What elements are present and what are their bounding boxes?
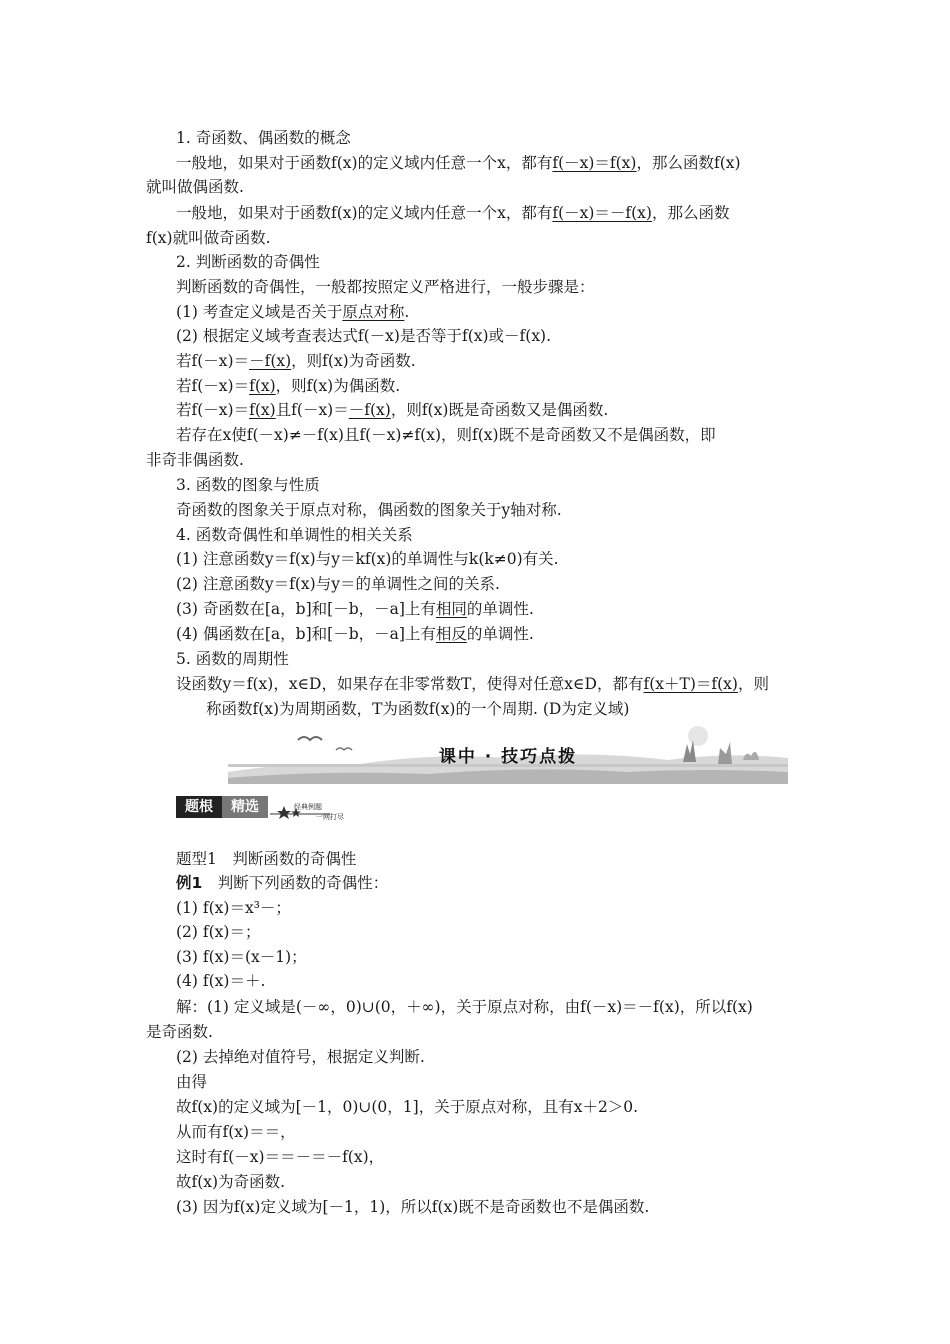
answer-blank: 相反	[435, 625, 467, 643]
text-span: .	[404, 303, 410, 321]
text-line	[176, 674, 769, 694]
text-span: (3) f(x)＝(x－1)；	[176, 948, 307, 966]
text-span: 的单调性.	[466, 625, 534, 643]
answer-blank: f(x＋T)＝f(x)	[643, 675, 738, 693]
text-line	[176, 153, 741, 173]
text-span: ，那么函数f(x)	[636, 154, 741, 172]
tag-caption-bottom: 一网打尽	[316, 813, 344, 821]
text-span: 从而有f(x)＝＝，	[176, 1123, 296, 1141]
text-line	[176, 326, 551, 346]
text-span: 的单调性.	[466, 600, 534, 618]
text-line	[176, 624, 534, 644]
text-span: (1) 注意函数y＝f(x)与y＝kf(x)的单调性与k(k≠0)有关.	[176, 550, 559, 568]
text-line	[176, 971, 265, 991]
tag-caption-top: 经典例题	[294, 803, 322, 811]
text-line	[176, 525, 413, 545]
text-line	[176, 500, 562, 520]
answer-blank: f(－x)＝－f(x)	[552, 204, 652, 222]
text-span: 判断下列函数的奇偶性：	[202, 874, 389, 892]
text-line	[146, 228, 271, 248]
text-line	[176, 425, 716, 445]
text-line	[176, 997, 753, 1017]
text-line	[176, 277, 595, 297]
text-span: f(x)就叫做奇函数.	[146, 229, 271, 247]
text-span: (1) 考查定义域是否关于	[176, 303, 343, 321]
text-line	[176, 574, 500, 594]
text-span: 5. 函数的周期性	[176, 650, 289, 668]
text-line	[176, 549, 559, 569]
text-span: 由得	[176, 1073, 208, 1091]
text-line	[176, 849, 356, 869]
text-span: ，则	[737, 675, 769, 693]
text-span: 1. 奇函数、偶函数的概念	[176, 129, 351, 147]
example-label: 例1	[176, 874, 203, 892]
text-line	[176, 475, 320, 495]
text-line	[176, 898, 291, 918]
text-span: (2) 去掉绝对值符号，根据定义判断.	[176, 1048, 425, 1066]
text-span: 是奇函数.	[146, 1023, 213, 1041]
text-span: 若f(－x)＝	[176, 377, 250, 395]
answer-blank: 相同	[435, 600, 467, 618]
text-line	[176, 649, 289, 669]
text-span: 一般地，如果对于函数f(x)的定义域内任意一个x，都有	[176, 204, 553, 222]
text-span: 称函数f(x)为周期函数，T为函数f(x)的一个周期. (D为定义域)	[206, 700, 630, 718]
text-span: (3) 奇函数在[a，b]和[－b，－a]上有	[176, 600, 436, 618]
text-line	[176, 128, 351, 148]
text-span: 2. 判断函数的奇偶性	[176, 253, 320, 271]
text-line	[176, 376, 400, 396]
text-line	[146, 177, 244, 197]
text-line	[176, 922, 260, 942]
section-banner	[228, 722, 788, 784]
text-span: (4) f(x)＝＋.	[176, 972, 266, 990]
text-line	[176, 1147, 384, 1167]
answer-blank: －f(x)	[249, 352, 292, 370]
text-line	[176, 252, 320, 272]
text-span: 若存在x使f(－x)≠－f(x)且f(－x)≠f(x)，则f(x)既不是奇函数又不是偶函数，即	[176, 426, 716, 444]
text-span: 若f(－x)＝	[176, 401, 250, 419]
text-span: (3) 因为f(x)定义域为[－1，1)，所以f(x)既不是奇函数也不是偶函数.	[176, 1198, 650, 1216]
text-line	[176, 400, 608, 420]
text-span: ，则f(x)为奇函数.	[291, 352, 416, 370]
text-line	[146, 1022, 213, 1042]
text-span: ，那么函数	[651, 204, 730, 222]
banner-title: 课中 · 技巧点拨	[438, 747, 578, 767]
answer-blank: －f(x)	[348, 401, 391, 419]
text-span: 且f(－x)＝	[275, 401, 349, 419]
text-span: 4. 函数奇偶性和单调性的相关关系	[176, 526, 413, 544]
answer-blank: f(x)	[249, 401, 276, 419]
text-span: 3. 函数的图象与性质	[176, 476, 320, 494]
text-span: 奇函数的图象关于原点对称，偶函数的图象关于y轴对称.	[176, 501, 562, 519]
text-span: (2) 注意函数y＝f(x)与y＝的单调性之间的关系.	[176, 575, 500, 593]
text-span: (2) f(x)＝；	[176, 923, 261, 941]
tag-label-primary: 题根	[176, 796, 222, 818]
tag-label-secondary: 精选	[222, 796, 268, 818]
text-span: 解：(1) 定义域是(－∞，0)∪(0，＋∞)，关于原点对称，由f(－x)＝－f(x)，所以f(x)	[176, 998, 753, 1016]
text-line	[176, 873, 388, 893]
text-line	[176, 1172, 285, 1192]
text-line	[176, 1097, 638, 1117]
text-line	[176, 351, 416, 371]
text-span: 若f(－x)＝	[176, 352, 250, 370]
text-span: ，则f(x)为偶函数.	[275, 377, 401, 395]
text-line	[176, 1072, 207, 1092]
answer-blank: 原点对称	[342, 303, 405, 321]
text-line	[176, 302, 409, 322]
text-line	[206, 699, 629, 719]
text-span: ，则f(x)既是奇函数又是偶函数.	[390, 401, 609, 419]
text-line	[176, 203, 730, 223]
text-line	[176, 599, 534, 619]
text-line	[176, 1047, 425, 1067]
text-span: 故f(x)为奇函数.	[176, 1173, 285, 1191]
text-span: 非奇非偶函数.	[146, 451, 244, 469]
text-line	[176, 1122, 296, 1142]
text-span: 题型1 判断函数的奇偶性	[176, 850, 357, 868]
text-span: 判断函数的奇偶性，一般都按照定义严格进行，一般步骤是：	[176, 278, 595, 296]
text-span: (1) f(x)＝x³－；	[176, 899, 291, 917]
text-span: 这时有f(－x)＝＝－＝－f(x)，	[176, 1148, 385, 1166]
text-span: 故f(x)的定义域为[－1，0)∪(0，1]，关于原点对称，且有x＋2＞0.	[176, 1098, 639, 1116]
answer-blank: f(－x)＝f(x)	[552, 154, 637, 172]
answer-blank: f(x)	[249, 377, 276, 395]
text-line	[146, 450, 244, 470]
text-span: (2) 根据定义域考查表达式f(－x)是否等于f(x)或－f(x).	[176, 327, 552, 345]
text-span: (4) 偶函数在[a，b]和[－b，－a]上有	[176, 625, 436, 643]
text-span: 设函数y＝f(x)，x∈D，如果存在非零常数T，使得对任意x∈D，都有	[176, 675, 644, 693]
text-span: 就叫做偶函数.	[146, 178, 244, 196]
text-span: 一般地，如果对于函数f(x)的定义域内任意一个x，都有	[176, 154, 553, 172]
text-line	[176, 947, 307, 967]
text-line	[176, 1197, 649, 1217]
